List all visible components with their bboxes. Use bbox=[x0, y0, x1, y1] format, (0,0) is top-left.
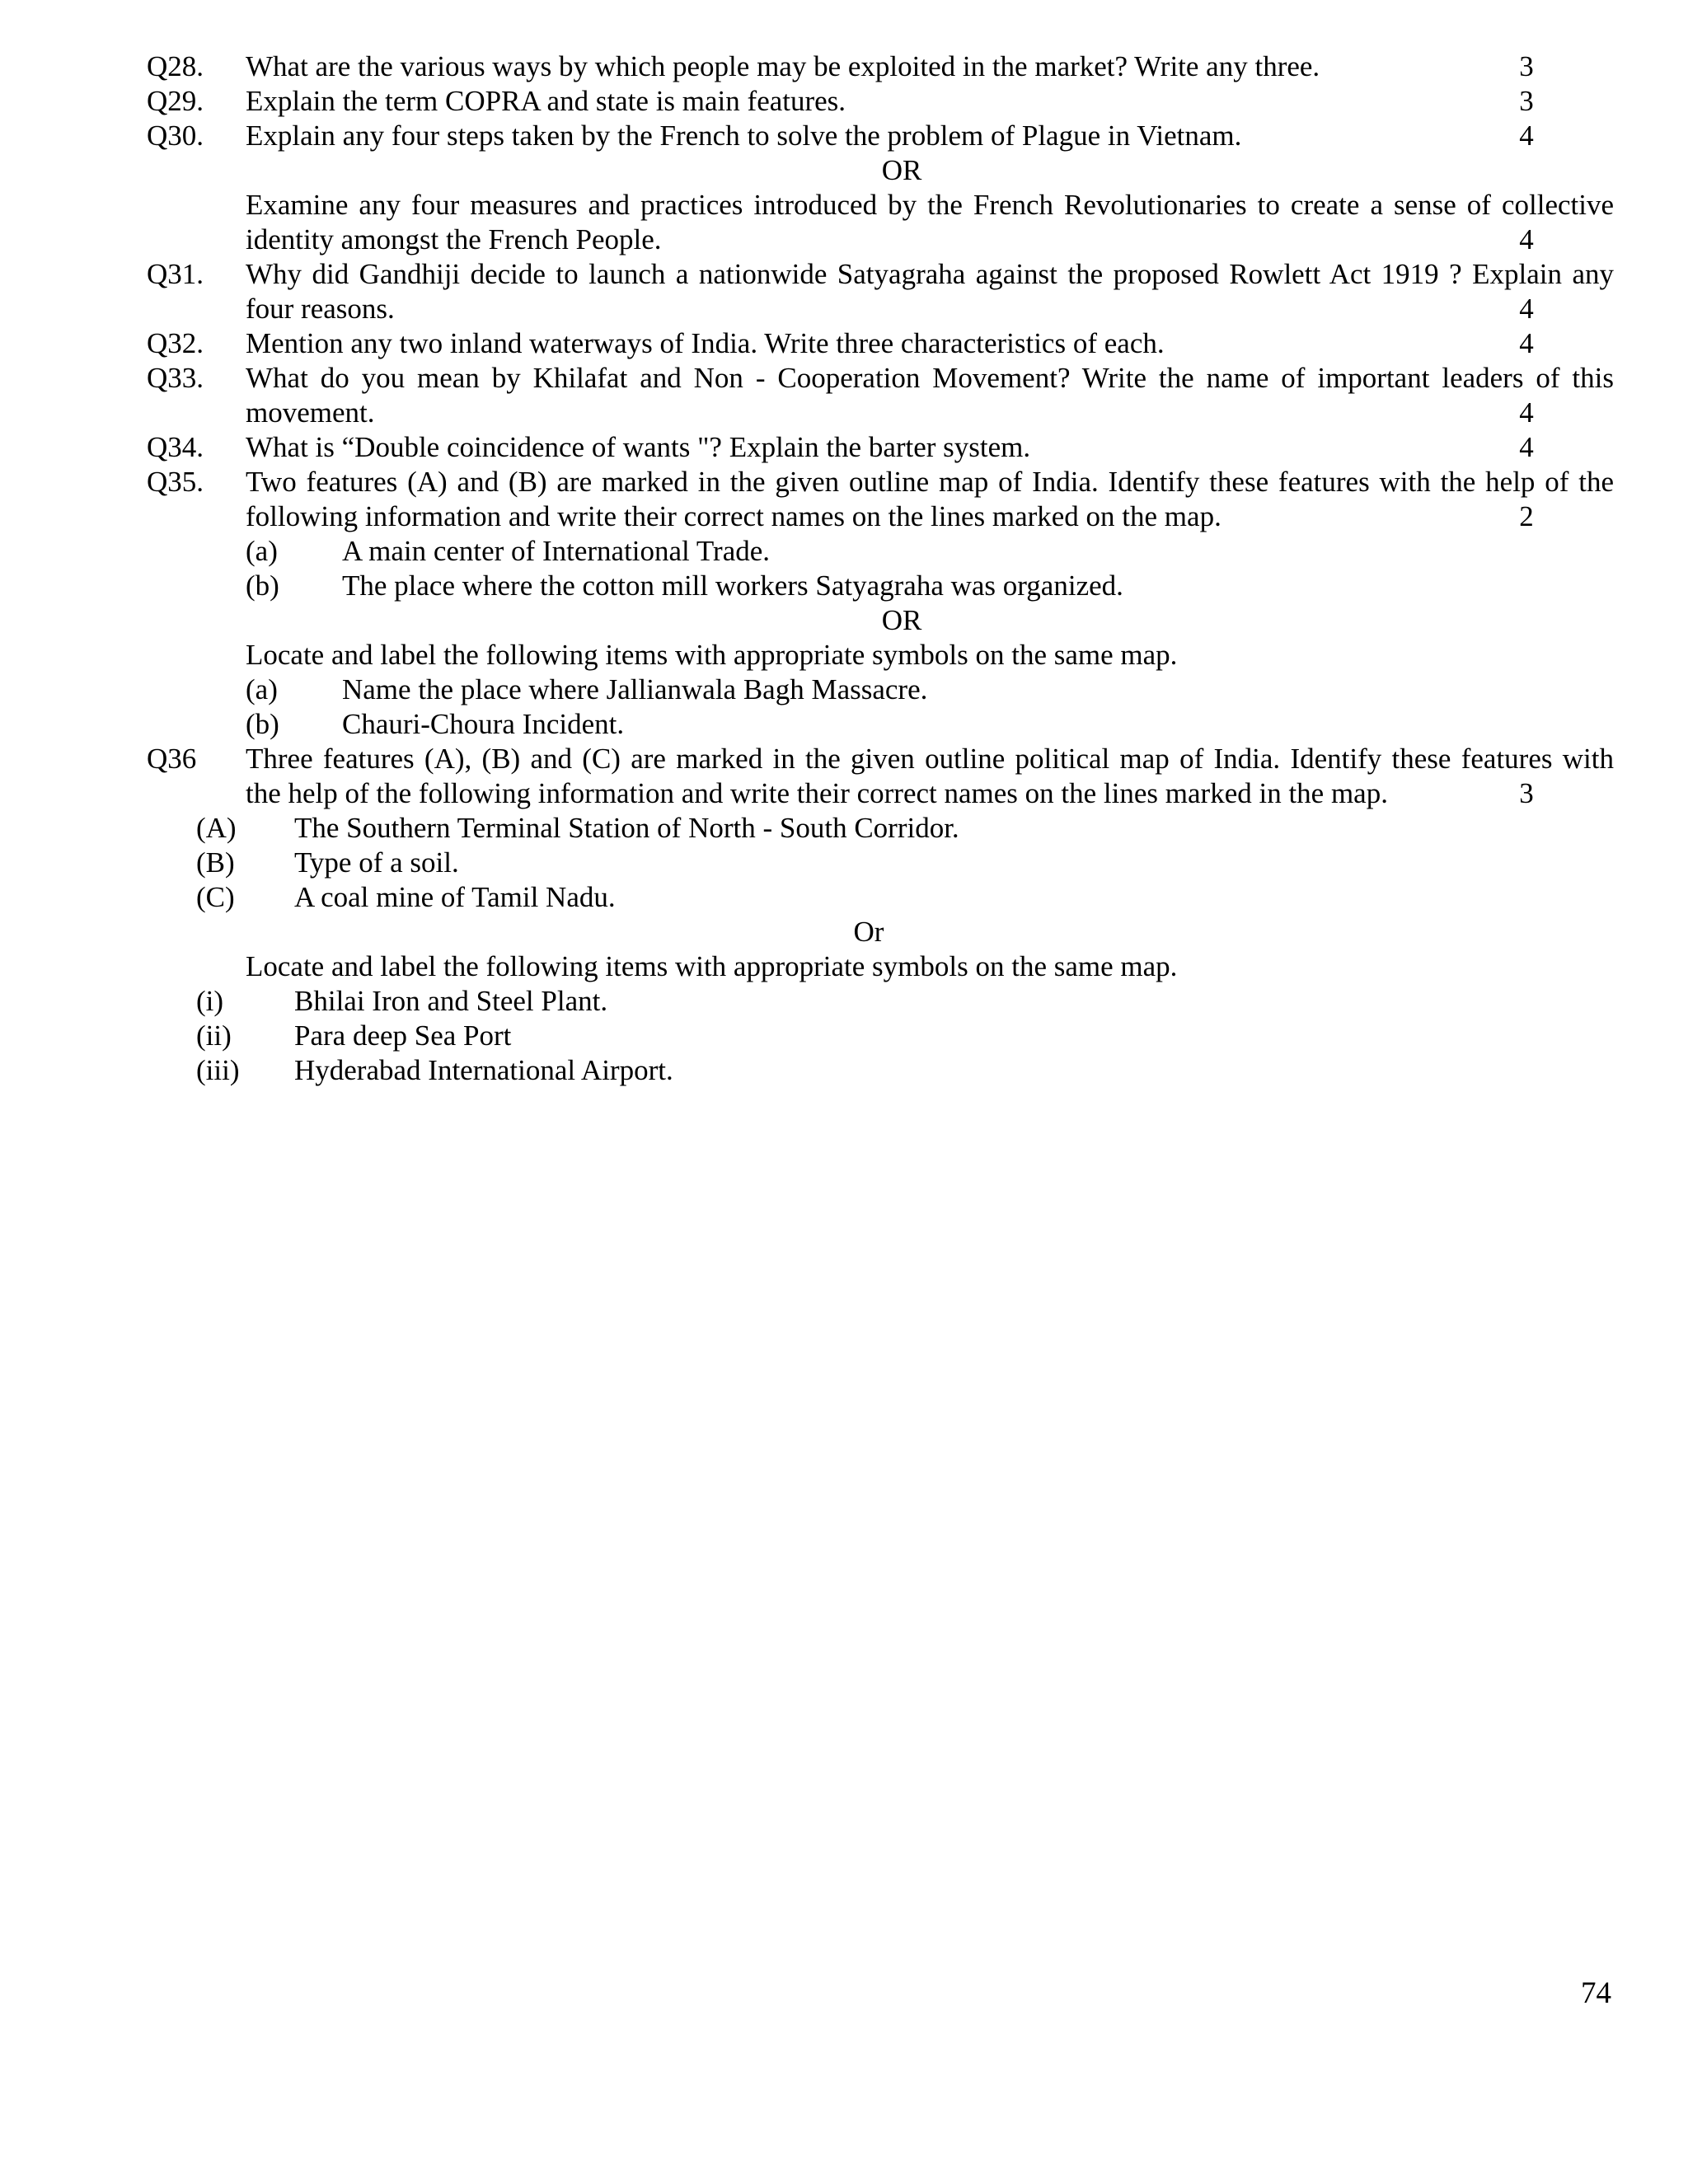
question-text: movement. bbox=[246, 396, 375, 429]
item-text: Bhilai Iron and Steel Plant. bbox=[294, 985, 608, 1017]
item-text: A main center of International Trade. bbox=[342, 535, 771, 567]
item-text: Hyderabad International Airport. bbox=[294, 1054, 673, 1086]
question-text: Locate and label the following items with appropriate symbols on the same map. bbox=[246, 639, 1178, 671]
question-marks: 4 bbox=[1519, 431, 1534, 463]
or-label: OR bbox=[881, 604, 922, 636]
question-text: What is “Double coincidence of wants "? Explain the barter system. bbox=[246, 431, 1031, 463]
question-marks: 3 bbox=[1519, 777, 1534, 809]
item-text: The place where the cotton mill workers Satyagraha was organized. bbox=[342, 569, 1123, 602]
question-text: Why did Gandhiji decide to launch a nationwide Satyagraha against the proposed Rowlett Act 1919 ? Explain any bbox=[246, 258, 1614, 290]
question-text: four reasons. bbox=[246, 293, 395, 325]
question-text: What do you mean by Khilafat and Non - Cooperation Movement? Write the name of important leaders of this bbox=[246, 362, 1614, 394]
page-number: 74 bbox=[1581, 1976, 1611, 2010]
item-label: (i) bbox=[196, 985, 224, 1017]
question-text: Three features (A), (B) and (C) are marked in the given outline political map of India. Identify these features with bbox=[246, 743, 1614, 775]
item-label: (b) bbox=[246, 569, 279, 602]
question-number: Q28. bbox=[147, 50, 204, 82]
or-label: Or bbox=[853, 916, 884, 948]
question-number: Q32. bbox=[147, 327, 204, 359]
item-text: Para deep Sea Port bbox=[294, 1019, 512, 1052]
item-label: (A) bbox=[196, 812, 237, 844]
question-text: the help of the following information and write their correct names on the lines marked in the map. bbox=[246, 777, 1388, 809]
or-separator bbox=[0, 153, 1688, 188]
question-text: Two features (A) and (B) are marked in the given outline map of India. Identify these features with the help of the bbox=[246, 466, 1614, 498]
question-number: Q36 bbox=[147, 743, 197, 775]
question-number: Q35. bbox=[147, 466, 204, 498]
question-text: Locate and label the following items with appropriate symbols on the same map. bbox=[246, 950, 1178, 982]
question-text: Examine any four measures and practices introduced by the French Revolutionaries to create a sense of collective bbox=[246, 189, 1614, 221]
question-number: Q34. bbox=[147, 431, 204, 463]
question-text: What are the various ways by which people may be exploited in the market? Write any three. bbox=[246, 50, 1320, 82]
question-text: following information and write their correct names on the lines marked on the map. bbox=[246, 500, 1221, 532]
question-text: Mention any two inland waterways of India. Write three characteristics of each. bbox=[246, 327, 1165, 359]
item-label: (C) bbox=[196, 881, 235, 913]
question-marks: 4 bbox=[1519, 396, 1534, 429]
question-marks: 3 bbox=[1519, 85, 1534, 117]
question-text: Explain any four steps taken by the French to solve the problem of Plague in Vietnam. bbox=[246, 120, 1242, 152]
question-marks: 2 bbox=[1519, 500, 1534, 532]
question-marks: 4 bbox=[1519, 120, 1534, 152]
item-label: (ii) bbox=[196, 1019, 232, 1052]
or-separator bbox=[0, 915, 1688, 949]
item-label: (a) bbox=[246, 673, 278, 705]
or-label: OR bbox=[881, 154, 922, 186]
question-number: Q29. bbox=[147, 85, 204, 117]
item-text: Chauri-Choura Incident. bbox=[342, 708, 625, 740]
question-number: Q33. bbox=[147, 362, 204, 394]
item-text: A coal mine of Tamil Nadu. bbox=[294, 881, 616, 913]
item-label: (b) bbox=[246, 708, 279, 740]
item-text: The Southern Terminal Station of North - South Corridor. bbox=[294, 812, 959, 844]
question-text: identity amongst the French People. bbox=[246, 223, 662, 255]
or-separator bbox=[0, 603, 1688, 638]
question-number: Q30. bbox=[147, 120, 204, 152]
question-marks: 4 bbox=[1519, 293, 1534, 325]
question-marks: 3 bbox=[1519, 50, 1534, 82]
item-label: (B) bbox=[196, 846, 235, 879]
item-text: Name the place where Jallianwala Bagh Massacre. bbox=[342, 673, 928, 705]
item-label: (a) bbox=[246, 535, 278, 567]
item-label: (iii) bbox=[196, 1054, 240, 1086]
item-text: Type of a soil. bbox=[294, 846, 459, 879]
question-marks: 4 bbox=[1519, 223, 1534, 255]
question-marks: 4 bbox=[1519, 327, 1534, 359]
question-number: Q31. bbox=[147, 258, 204, 290]
question-text: Explain the term COPRA and state is main features. bbox=[246, 85, 846, 117]
